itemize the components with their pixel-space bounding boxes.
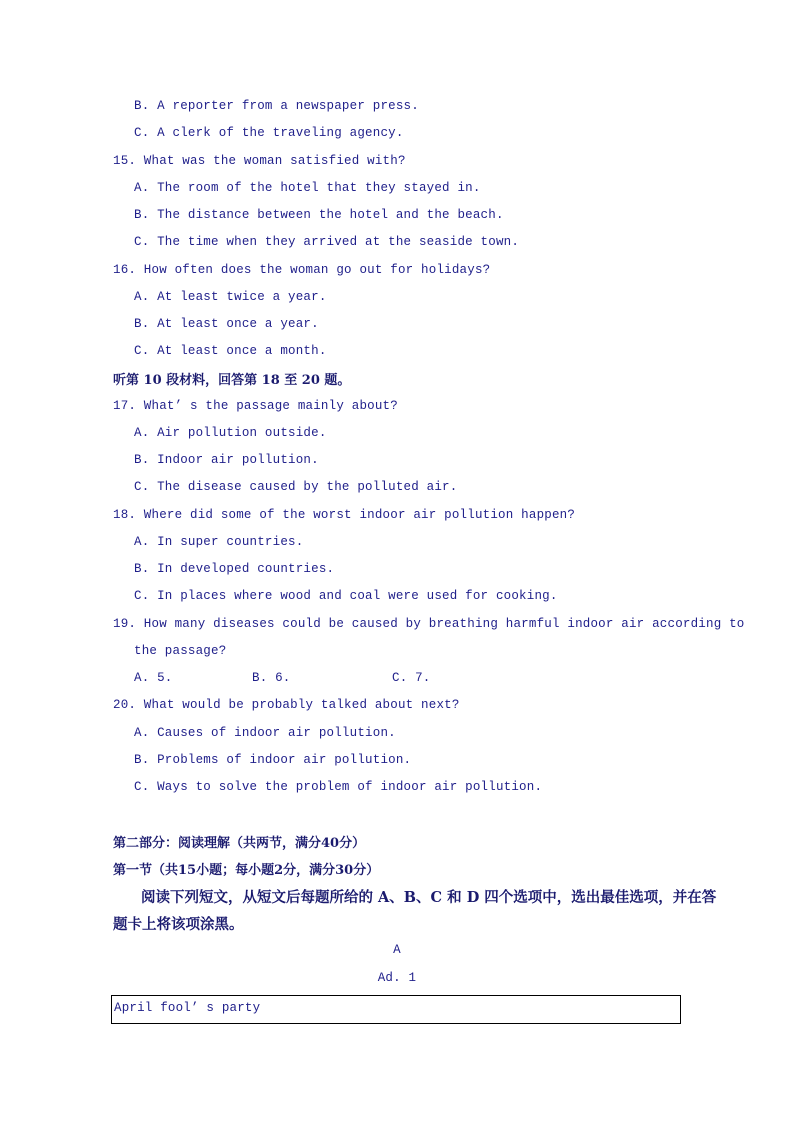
ad-label: Ad. 1: [377, 971, 417, 985]
q19-option-a: A. 5.: [134, 671, 173, 685]
q17-option-c: C. The disease caused by the polluted air.: [134, 480, 458, 494]
listening-instruction: 听第 10 段材料，回答第 18 至 20 题。: [113, 373, 351, 388]
q20-question: 20. What would be probably talked about next?: [113, 698, 460, 712]
q16-option-a: A. At least twice a year.: [134, 290, 327, 304]
q18-question: 18. Where did some of the worst indoor air pollution happen?: [113, 508, 576, 522]
q15-option-c: C. The time when they arrived at the seaside town.: [134, 235, 520, 249]
ad-title: April fool’ s party: [114, 1001, 261, 1015]
ad-box: [111, 995, 681, 1024]
q17-option-a: A. Air pollution outside.: [134, 426, 327, 440]
section1-heading: 第一节（共15小题；每小题2分，满分30分）: [113, 863, 380, 878]
q16-option-b: B. At least once a year.: [134, 317, 319, 331]
q15-option-b: B. The distance between the hotel and the beach.: [134, 208, 504, 222]
q19-option-b: B. 6.: [252, 671, 291, 685]
part2-heading: 第二部分：阅读理解（共两节，满分40分）: [113, 836, 366, 851]
q19-question-line2: the passage?: [134, 644, 227, 658]
q17-option-b: B. Indoor air pollution.: [134, 453, 319, 467]
q14-option-c: C. A clerk of the traveling agency.: [134, 126, 404, 140]
q19-question-line1: 19. How many diseases could be caused by breathing harmful indoor air according to: [113, 617, 745, 631]
q20-option-b: B. Problems of indoor air pollution.: [134, 753, 412, 767]
q15-option-a: A. The room of the hotel that they stayed in.: [134, 181, 481, 195]
q16-option-c: C. At least once a month.: [134, 344, 327, 358]
q18-option-c: C. In places where wood and coal were used for cooking.: [134, 589, 558, 603]
passage-letter: A: [393, 943, 401, 957]
directions-line1: 阅读下列短文，从短文后每题所给的 A、B、C 和 D 四个选项中，选出最佳选项，并在答: [141, 889, 717, 906]
q17-question: 17. What’ s the passage mainly about?: [113, 399, 398, 413]
q16-question: 16. How often does the woman go out for holidays?: [113, 263, 491, 277]
q18-option-b: B. In developed countries.: [134, 562, 335, 576]
q20-option-a: A. Causes of indoor air pollution.: [134, 726, 396, 740]
directions-line2: 题卡上将该项涂黑。: [113, 916, 244, 933]
q19-option-c: C. 7.: [392, 671, 431, 685]
q14-option-b: B. A reporter from a newspaper press.: [134, 99, 419, 113]
q20-option-c: C. Ways to solve the problem of indoor air pollution.: [134, 780, 543, 794]
q15-question: 15. What was the woman satisfied with?: [113, 154, 406, 168]
q18-option-a: A. In super countries.: [134, 535, 304, 549]
